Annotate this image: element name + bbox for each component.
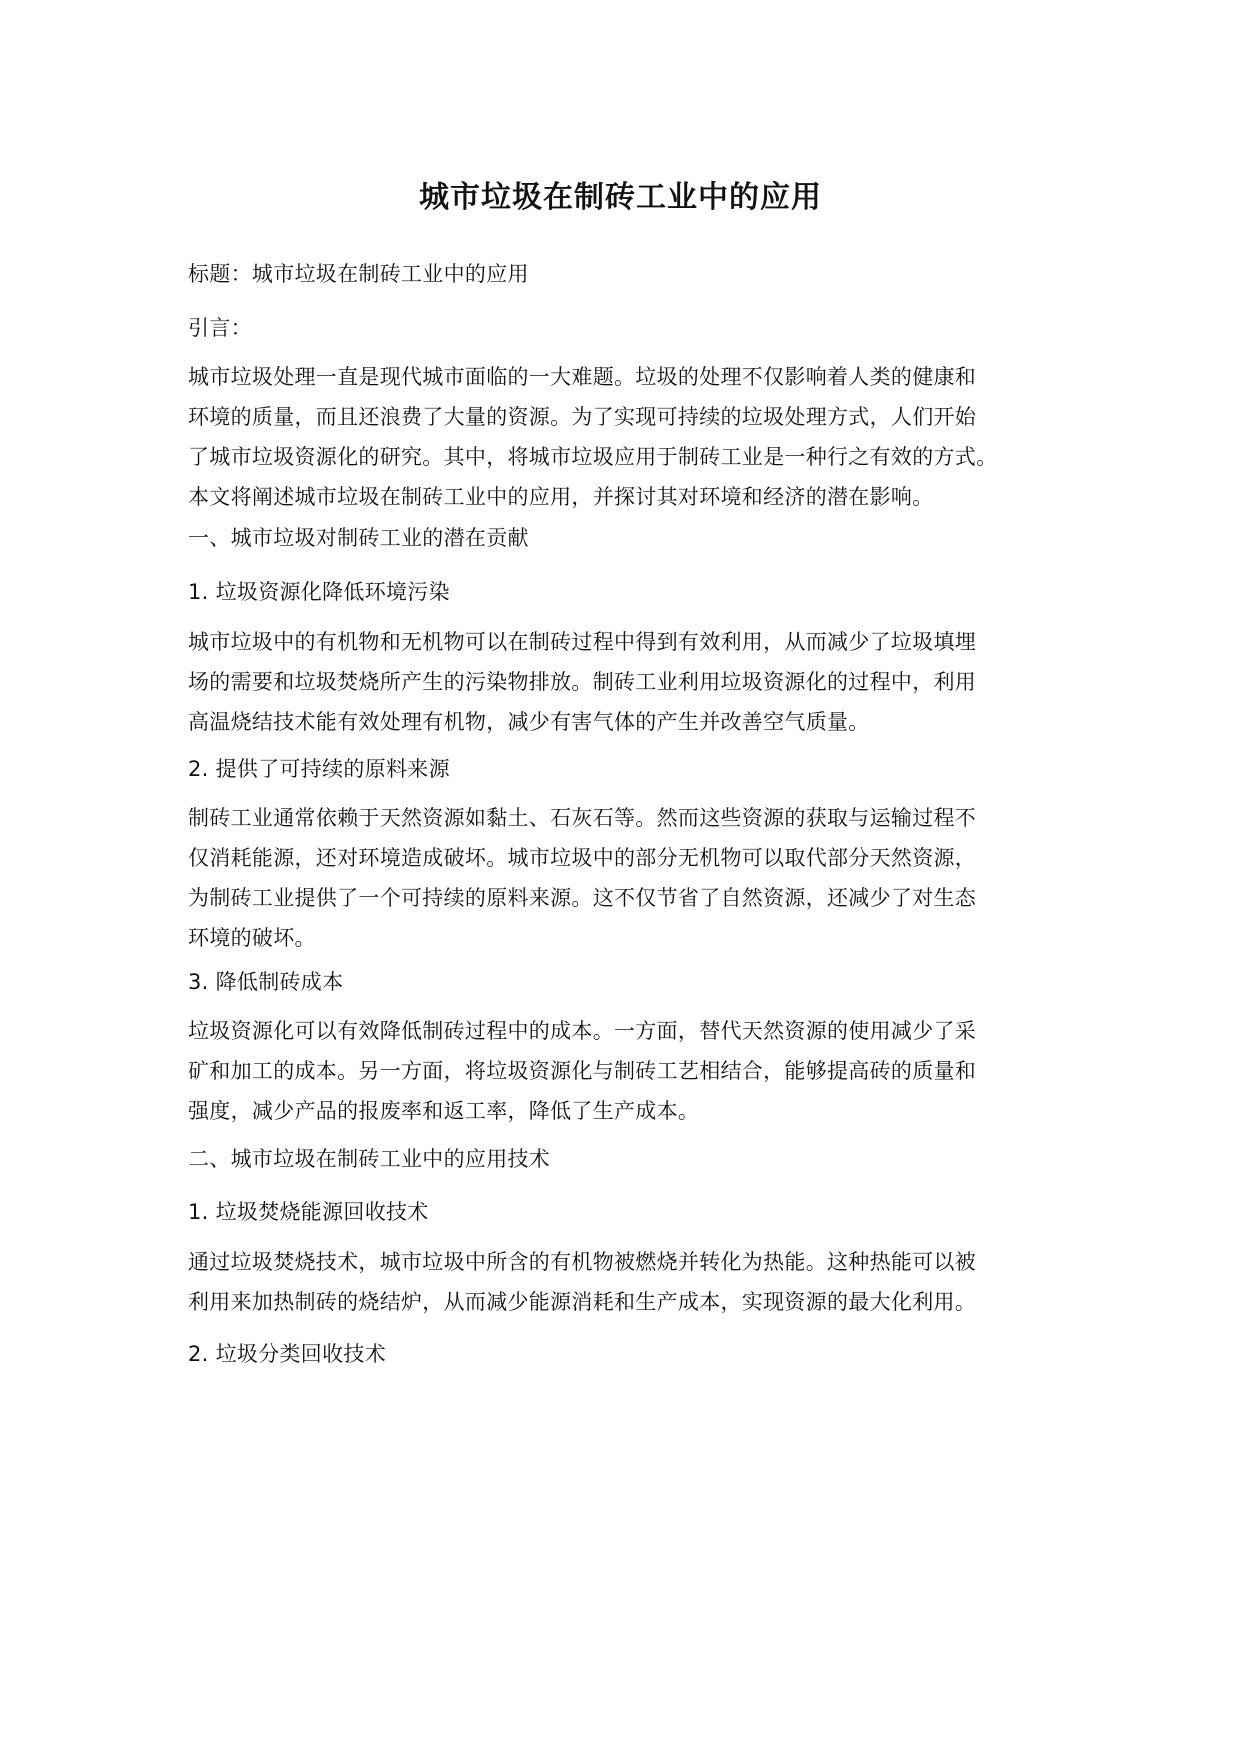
subheading-1-1: 1. 垃圾资源化降低环境污染	[188, 580, 450, 604]
paragraph-1-2: 制砖工业通常依赖于天然资源如黏土、石灰石等。然而这些资源的获取与运输过程不 仅消耗能源，还对环境造成破坏。城市垃圾中的部分无机物可以取代部分天然资源， 为制砖工业提供了一个可持续的原料来源。这不仅节省了自然资源，还减少了对生态 环境的破坏。	[188, 806, 977, 950]
section-heading-1: 一、城市垃圾对制砖工业的潜在贡献	[188, 526, 529, 550]
paragraph-1-1: 城市垃圾中的有机物和无机物可以在制砖过程中得到有效利用，从而减少了垃圾填埋 场的需要和垃圾焚烧所产生的污染物排放。制砖工业利用垃圾资源化的过程中，利用 高温烧结技术能有效处理有机物，减少有害气体的产生并改善空气质量。	[188, 630, 977, 734]
intro-paragraph: 城市垃圾处理一直是现代城市面临的一大难题。垃圾的处理不仅影响着人类的健康和 环境的质量，而且还浪费了大量的资源。为了实现可持续的垃圾处理方式，人们开始 了城市垃圾资源化的研究。其中，将城市垃圾应用于制砖工业是一种行之有效的方式。 本文将阐述城市垃圾在制砖工业中的应用，并探讨其对环境和经济的潜在影响。	[188, 365, 998, 509]
paragraph-1-3: 垃圾资源化可以有效降低制砖过程中的成本。一方面，替代天然资源的使用减少了采 矿和加工的成本。另一方面，将垃圾资源化与制砖工艺相结合，能够提高砖的质量和 强度，减少产品的报废率和返工率，降低了生产成本。	[188, 1019, 977, 1123]
title-line: 标题：城市垃圾在制砖工业中的应用	[188, 262, 529, 286]
paragraph-2-1: 通过垃圾焚烧技术，城市垃圾中所含的有机物被燃烧并转化为热能。这种热能可以被 利用来加热制砖的烧结炉，从而减少能源消耗和生产成本，实现资源的最大化利用。	[188, 1250, 977, 1314]
subheading-1-2: 2. 提供了可持续的原料来源	[188, 757, 450, 781]
subheading-1-3: 3. 降低制砖成本	[188, 970, 344, 994]
section-heading-2: 二、城市垃圾在制砖工业中的应用技术	[188, 1147, 551, 1171]
subheading-2-1: 1. 垃圾焚烧能源回收技术	[188, 1200, 429, 1224]
intro-heading: 引言：	[188, 316, 252, 340]
subheading-2-2: 2. 垃圾分类回收技术	[188, 1342, 387, 1366]
document-title: 城市垃圾在制砖工业中的应用	[419, 180, 822, 215]
